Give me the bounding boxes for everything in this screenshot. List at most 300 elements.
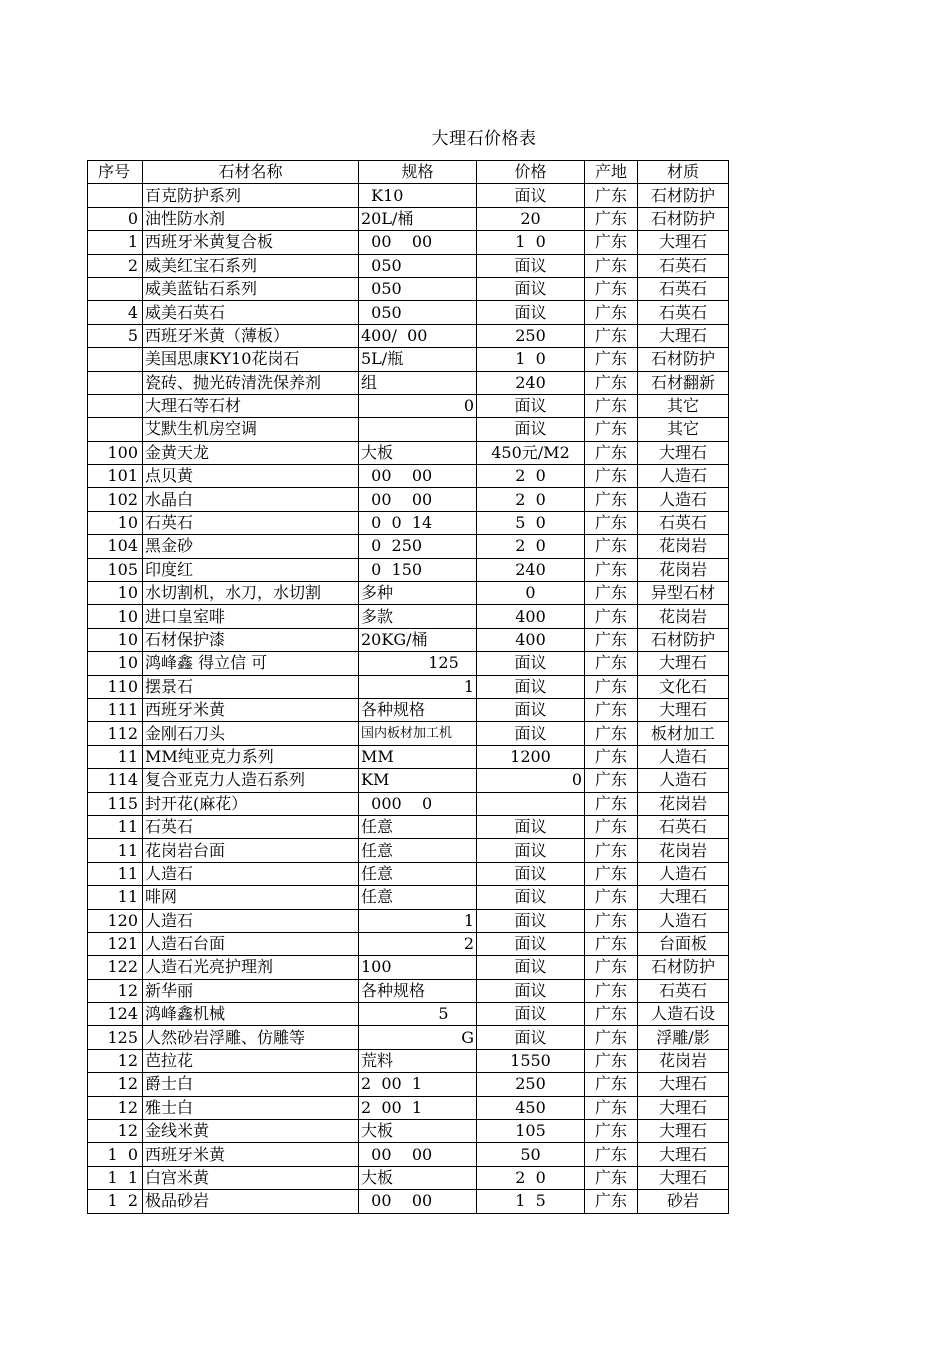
row-material-cell: 石材防护 <box>638 207 729 230</box>
row-material-cell: 砂岩 <box>638 1190 729 1213</box>
row-material-cell: 石材防护 <box>638 628 729 651</box>
table-row <box>88 1003 729 1026</box>
row-name-cell: 极品砂岩 <box>143 1190 359 1213</box>
table-row <box>88 956 729 979</box>
row-name-cell: 爵士白 <box>143 1073 359 1096</box>
row-no-cell: 0 <box>88 207 143 230</box>
row-material-cell: 异型石材 <box>638 582 729 605</box>
row-price-cell: 面议 <box>477 184 585 207</box>
row-no-cell: 11 <box>88 815 143 838</box>
table-row <box>88 394 729 417</box>
row-material-cell: 台面板 <box>638 932 729 955</box>
row-no-cell: 120 <box>88 909 143 932</box>
row-origin-cell: 广东 <box>585 979 638 1002</box>
row-spec-cell: 任意 <box>359 886 477 909</box>
row-price-cell: 450元/M2 <box>477 441 585 464</box>
row-name-cell: 威美蓝钻石系列 <box>143 277 359 300</box>
row-no-cell: 1 0 <box>88 1143 143 1166</box>
row-name-cell: 大理石等石材 <box>143 394 359 417</box>
row-spec-cell: MM <box>359 745 477 768</box>
row-origin-cell: 广东 <box>585 324 638 347</box>
row-name-cell: 威美石英石 <box>143 301 359 324</box>
table-row <box>88 582 729 605</box>
row-price-cell: 面议 <box>477 932 585 955</box>
row-material-cell: 人造石 <box>638 909 729 932</box>
row-price-cell: 1200 <box>477 745 585 768</box>
table-row <box>88 862 729 885</box>
row-spec-cell: 050 <box>359 301 477 324</box>
row-no-cell: 1 2 <box>88 1190 143 1213</box>
table-row <box>88 652 729 675</box>
table-row <box>88 1096 729 1119</box>
row-spec-cell: 5L/瓶 <box>359 348 477 371</box>
row-name-cell: 人然砂岩浮雕、仿雕等 <box>143 1026 359 1049</box>
row-no-cell: 114 <box>88 769 143 792</box>
row-name-cell: 西班牙米黄（薄板） <box>143 324 359 347</box>
row-origin-cell: 广东 <box>585 628 638 651</box>
header-price: 价格 <box>477 161 585 184</box>
row-name-cell: 鸿峰鑫 得立信 可 <box>143 652 359 675</box>
row-origin-cell: 广东 <box>585 371 638 394</box>
row-spec-cell: 050 <box>359 277 477 300</box>
row-origin-cell: 广东 <box>585 1049 638 1072</box>
row-material-cell: 人造石 <box>638 769 729 792</box>
row-spec-cell: 000 0 <box>359 792 477 815</box>
row-spec-cell: 050 <box>359 254 477 277</box>
row-name-cell: 摆景石 <box>143 675 359 698</box>
row-origin-cell: 广东 <box>585 839 638 862</box>
row-name-cell: 雅士白 <box>143 1096 359 1119</box>
row-spec-cell: 0 0 14 <box>359 511 477 534</box>
row-origin-cell: 广东 <box>585 231 638 254</box>
row-spec-cell: 大板 <box>359 1166 477 1189</box>
table-row <box>88 1143 729 1166</box>
row-no-cell: 121 <box>88 932 143 955</box>
table-row <box>88 465 729 488</box>
row-price-cell: 面议 <box>477 254 585 277</box>
row-name-cell: 西班牙米黄复合板 <box>143 231 359 254</box>
row-price-cell: 面议 <box>477 652 585 675</box>
row-material-cell: 大理石 <box>638 1096 729 1119</box>
row-no-cell: 10 <box>88 652 143 675</box>
row-spec-cell: 2 00 1 <box>359 1096 477 1119</box>
row-origin-cell: 广东 <box>585 465 638 488</box>
row-material-cell: 石材防护 <box>638 956 729 979</box>
row-price-cell: 2 0 <box>477 1166 585 1189</box>
row-origin-cell: 广东 <box>585 1096 638 1119</box>
row-origin-cell: 广东 <box>585 1026 638 1049</box>
row-origin-cell: 广东 <box>585 792 638 815</box>
table-row <box>88 1049 729 1072</box>
row-price-cell <box>477 792 585 815</box>
row-origin-cell: 广东 <box>585 956 638 979</box>
table-row <box>88 769 729 792</box>
row-material-cell: 石英石 <box>638 815 729 838</box>
row-price-cell: 240 <box>477 558 585 581</box>
row-material-cell: 石材防护 <box>638 348 729 371</box>
table-row <box>88 815 729 838</box>
row-spec-cell: 任意 <box>359 862 477 885</box>
row-name-cell: 石英石 <box>143 511 359 534</box>
row-name-cell: 百克防护系列 <box>143 184 359 207</box>
row-price-cell: 0 <box>477 769 585 792</box>
row-spec-cell <box>359 418 477 441</box>
row-name-cell: 金刚石刀头 <box>143 722 359 745</box>
row-price-cell: 400 <box>477 605 585 628</box>
row-no-cell: 2 <box>88 254 143 277</box>
row-price-cell: 面议 <box>477 956 585 979</box>
table-row <box>88 886 729 909</box>
row-name-cell: 啡网 <box>143 886 359 909</box>
row-name-cell: 芭拉花 <box>143 1049 359 1072</box>
header-material: 材质 <box>638 161 729 184</box>
row-price-cell: 面议 <box>477 886 585 909</box>
table-row <box>88 558 729 581</box>
row-origin-cell: 广东 <box>585 488 638 511</box>
row-spec-cell: 100 <box>359 956 477 979</box>
row-spec-cell: 0 250 <box>359 535 477 558</box>
row-spec-cell: 2 <box>359 932 477 955</box>
row-material-cell: 花岗岩 <box>638 558 729 581</box>
row-price-cell: 1 0 <box>477 231 585 254</box>
row-spec-cell: 大板 <box>359 1120 477 1143</box>
row-no-cell: 124 <box>88 1003 143 1026</box>
row-name-cell: 水切割机，水刀，水切割 <box>143 582 359 605</box>
row-spec-cell: 00 00 <box>359 1143 477 1166</box>
row-origin-cell: 广东 <box>585 1190 638 1213</box>
row-material-cell: 大理石 <box>638 652 729 675</box>
row-material-cell: 花岗岩 <box>638 839 729 862</box>
row-spec-cell: 2 00 1 <box>359 1073 477 1096</box>
table-row <box>88 1166 729 1189</box>
row-no-cell <box>88 184 143 207</box>
row-origin-cell: 广东 <box>585 301 638 324</box>
row-name-cell: 金黄天龙 <box>143 441 359 464</box>
row-origin-cell: 广东 <box>585 558 638 581</box>
row-price-cell: 1 5 <box>477 1190 585 1213</box>
row-price-cell: 2 0 <box>477 488 585 511</box>
row-material-cell: 大理石 <box>638 1073 729 1096</box>
row-spec-cell: 00 00 <box>359 465 477 488</box>
header-origin: 产地 <box>585 161 638 184</box>
row-price-cell: 面议 <box>477 418 585 441</box>
row-spec-cell: 国内板材加工机 <box>359 722 477 745</box>
row-spec-cell: 任意 <box>359 839 477 862</box>
row-origin-cell: 广东 <box>585 1003 638 1026</box>
row-origin-cell: 广东 <box>585 1073 638 1096</box>
row-name-cell: 人造石光亮护理剂 <box>143 956 359 979</box>
row-origin-cell: 广东 <box>585 886 638 909</box>
row-material-cell: 大理石 <box>638 1166 729 1189</box>
row-origin-cell: 广东 <box>585 745 638 768</box>
row-material-cell: 文化石 <box>638 675 729 698</box>
row-no-cell: 1 <box>88 231 143 254</box>
row-origin-cell: 广东 <box>585 605 638 628</box>
row-name-cell: 油性防水剂 <box>143 207 359 230</box>
row-price-cell: 面议 <box>477 698 585 721</box>
row-no-cell <box>88 418 143 441</box>
row-material-cell: 花岗岩 <box>638 792 729 815</box>
row-spec-cell: G <box>359 1026 477 1049</box>
row-material-cell: 石英石 <box>638 277 729 300</box>
row-material-cell: 大理石 <box>638 698 729 721</box>
row-origin-cell: 广东 <box>585 348 638 371</box>
row-name-cell: MM纯亚克力系列 <box>143 745 359 768</box>
table-row <box>88 1120 729 1143</box>
row-name-cell: 美国思康KY10花岗石 <box>143 348 359 371</box>
table-row <box>88 745 729 768</box>
row-name-cell: 点贝黄 <box>143 465 359 488</box>
row-material-cell: 石英石 <box>638 979 729 1002</box>
row-material-cell: 石材防护 <box>638 184 729 207</box>
row-origin-cell: 广东 <box>585 254 638 277</box>
row-material-cell: 石材翻新 <box>638 371 729 394</box>
row-spec-cell: 荒料 <box>359 1049 477 1072</box>
row-no-cell: 104 <box>88 535 143 558</box>
row-material-cell: 石英石 <box>638 301 729 324</box>
row-spec-cell: 多款 <box>359 605 477 628</box>
row-name-cell: 威美红宝石系列 <box>143 254 359 277</box>
row-no-cell: 12 <box>88 1073 143 1096</box>
row-spec-cell: 5 <box>359 1003 477 1026</box>
row-origin-cell: 广东 <box>585 511 638 534</box>
row-price-cell: 2 0 <box>477 535 585 558</box>
row-no-cell: 101 <box>88 465 143 488</box>
row-no-cell: 111 <box>88 698 143 721</box>
row-origin-cell: 广东 <box>585 1166 638 1189</box>
table-row <box>88 839 729 862</box>
header-spec: 规格 <box>359 161 477 184</box>
row-price-cell: 240 <box>477 371 585 394</box>
table-row <box>88 254 729 277</box>
row-price-cell: 105 <box>477 1120 585 1143</box>
row-no-cell: 12 <box>88 1096 143 1119</box>
table-row <box>88 441 729 464</box>
row-origin-cell: 广东 <box>585 769 638 792</box>
row-material-cell: 人造石 <box>638 745 729 768</box>
row-material-cell: 板材加工 <box>638 722 729 745</box>
table-row <box>88 535 729 558</box>
row-no-cell: 10 <box>88 605 143 628</box>
row-spec-cell: K10 <box>359 184 477 207</box>
row-origin-cell: 广东 <box>585 909 638 932</box>
row-spec-cell: 多种 <box>359 582 477 605</box>
row-no-cell: 1 1 <box>88 1166 143 1189</box>
row-spec-cell: 1 <box>359 675 477 698</box>
row-name-cell: 西班牙米黄 <box>143 698 359 721</box>
table-row <box>88 301 729 324</box>
table-row <box>88 371 729 394</box>
row-no-cell: 12 <box>88 979 143 1002</box>
row-name-cell: 石材保护漆 <box>143 628 359 651</box>
row-name-cell: 石英石 <box>143 815 359 838</box>
row-origin-cell: 广东 <box>585 535 638 558</box>
row-no-cell: 110 <box>88 675 143 698</box>
table-row <box>88 722 729 745</box>
table-row <box>88 418 729 441</box>
row-origin-cell: 广东 <box>585 675 638 698</box>
row-name-cell: 人造石台面 <box>143 932 359 955</box>
header-name: 石材名称 <box>143 161 359 184</box>
row-spec-cell: 00 00 <box>359 231 477 254</box>
row-name-cell: 人造石 <box>143 909 359 932</box>
table-row <box>88 277 729 300</box>
row-name-cell: 鸿峰鑫机械 <box>143 1003 359 1026</box>
row-price-cell: 0 <box>477 582 585 605</box>
row-no-cell: 10 <box>88 582 143 605</box>
row-no-cell: 5 <box>88 324 143 347</box>
row-name-cell: 印度红 <box>143 558 359 581</box>
table-row <box>88 488 729 511</box>
row-name-cell: 水晶白 <box>143 488 359 511</box>
row-origin-cell: 广东 <box>585 815 638 838</box>
row-no-cell: 12 <box>88 1049 143 1072</box>
table-row <box>88 511 729 534</box>
row-name-cell: 黑金砂 <box>143 535 359 558</box>
row-material-cell: 浮雕/影 <box>638 1026 729 1049</box>
row-name-cell: 人造石 <box>143 862 359 885</box>
row-no-cell: 112 <box>88 722 143 745</box>
row-name-cell: 新华丽 <box>143 979 359 1002</box>
row-no-cell: 125 <box>88 1026 143 1049</box>
row-material-cell: 石英石 <box>638 254 729 277</box>
row-name-cell: 金线米黄 <box>143 1120 359 1143</box>
row-name-cell: 封开花(麻花） <box>143 792 359 815</box>
row-spec-cell: 20KG/桶 <box>359 628 477 651</box>
row-spec-cell: 0 <box>359 394 477 417</box>
row-material-cell: 花岗岩 <box>638 535 729 558</box>
row-material-cell: 人造石 <box>638 465 729 488</box>
row-price-cell: 20 <box>477 207 585 230</box>
row-spec-cell: 20L/桶 <box>359 207 477 230</box>
row-price-cell: 面议 <box>477 301 585 324</box>
row-no-cell: 100 <box>88 441 143 464</box>
row-origin-cell: 广东 <box>585 722 638 745</box>
row-spec-cell: 00 00 <box>359 1190 477 1213</box>
row-price-cell: 面议 <box>477 277 585 300</box>
row-material-cell: 花岗岩 <box>638 605 729 628</box>
table-row <box>88 1026 729 1049</box>
row-spec-cell: KM <box>359 769 477 792</box>
row-spec-cell: 各种规格 <box>359 979 477 1002</box>
row-name-cell: 花岗岩台面 <box>143 839 359 862</box>
row-origin-cell: 广东 <box>585 1143 638 1166</box>
row-price-cell: 面议 <box>477 1026 585 1049</box>
row-material-cell: 花岗岩 <box>638 1049 729 1072</box>
table-row <box>88 324 729 347</box>
table-row <box>88 979 729 1002</box>
row-material-cell: 大理石 <box>638 324 729 347</box>
row-material-cell: 人造石设 <box>638 1003 729 1026</box>
row-material-cell: 大理石 <box>638 231 729 254</box>
row-no-cell: 10 <box>88 511 143 534</box>
row-material-cell: 大理石 <box>638 1143 729 1166</box>
table-row <box>88 909 729 932</box>
row-origin-cell: 广东 <box>585 932 638 955</box>
table-row <box>88 605 729 628</box>
row-price-cell: 面议 <box>477 722 585 745</box>
row-material-cell: 人造石 <box>638 488 729 511</box>
page-title: 大理石价格表 <box>431 129 537 149</box>
row-no-cell: 122 <box>88 956 143 979</box>
table-row <box>88 628 729 651</box>
table-row <box>88 348 729 371</box>
table-row <box>88 231 729 254</box>
row-no-cell <box>88 277 143 300</box>
row-no-cell: 11 <box>88 862 143 885</box>
table-row <box>88 184 729 207</box>
table-row <box>88 1190 729 1213</box>
row-price-cell: 50 <box>477 1143 585 1166</box>
row-no-cell: 10 <box>88 628 143 651</box>
row-price-cell: 面议 <box>477 909 585 932</box>
row-spec-cell: 任意 <box>359 815 477 838</box>
row-spec-cell: 0 150 <box>359 558 477 581</box>
row-name-cell: 进口皇室啡 <box>143 605 359 628</box>
row-origin-cell: 广东 <box>585 441 638 464</box>
row-origin-cell: 广东 <box>585 184 638 207</box>
row-spec-cell: 00 00 <box>359 488 477 511</box>
row-no-cell <box>88 348 143 371</box>
row-price-cell: 400 <box>477 628 585 651</box>
row-price-cell: 1550 <box>477 1049 585 1072</box>
row-no-cell: 11 <box>88 745 143 768</box>
row-material-cell: 石英石 <box>638 511 729 534</box>
row-material-cell: 人造石 <box>638 862 729 885</box>
row-price-cell: 450 <box>477 1096 585 1119</box>
header-no: 序号 <box>88 161 143 184</box>
table-row <box>88 698 729 721</box>
row-material-cell: 其它 <box>638 418 729 441</box>
row-origin-cell: 广东 <box>585 418 638 441</box>
row-price-cell: 面议 <box>477 1003 585 1026</box>
row-material-cell: 大理石 <box>638 886 729 909</box>
row-origin-cell: 广东 <box>585 1120 638 1143</box>
row-origin-cell: 广东 <box>585 652 638 675</box>
row-price-cell: 5 0 <box>477 511 585 534</box>
row-price-cell: 面议 <box>477 979 585 1002</box>
row-price-cell: 面议 <box>477 815 585 838</box>
row-spec-cell: 1 <box>359 909 477 932</box>
row-origin-cell: 广东 <box>585 207 638 230</box>
row-price-cell: 面议 <box>477 839 585 862</box>
row-no-cell: 11 <box>88 886 143 909</box>
table-row <box>88 207 729 230</box>
row-price-cell: 250 <box>477 324 585 347</box>
row-no-cell: 4 <box>88 301 143 324</box>
row-name-cell: 白宫米黄 <box>143 1166 359 1189</box>
row-material-cell: 大理石 <box>638 1120 729 1143</box>
row-origin-cell: 广东 <box>585 582 638 605</box>
price-table <box>87 160 729 1214</box>
row-no-cell: 12 <box>88 1120 143 1143</box>
row-no-cell: 102 <box>88 488 143 511</box>
row-spec-cell: 大板 <box>359 441 477 464</box>
row-price-cell: 2 0 <box>477 465 585 488</box>
row-price-cell: 面议 <box>477 862 585 885</box>
table-row <box>88 792 729 815</box>
row-origin-cell: 广东 <box>585 277 638 300</box>
row-no-cell: 115 <box>88 792 143 815</box>
row-material-cell: 大理石 <box>638 441 729 464</box>
row-no-cell <box>88 394 143 417</box>
row-price-cell: 1 0 <box>477 348 585 371</box>
row-origin-cell: 广东 <box>585 394 638 417</box>
row-name-cell: 艾默生机房空调 <box>143 418 359 441</box>
row-no-cell: 11 <box>88 839 143 862</box>
row-spec-cell: 各种规格 <box>359 698 477 721</box>
row-spec-cell: 125 <box>359 652 477 675</box>
